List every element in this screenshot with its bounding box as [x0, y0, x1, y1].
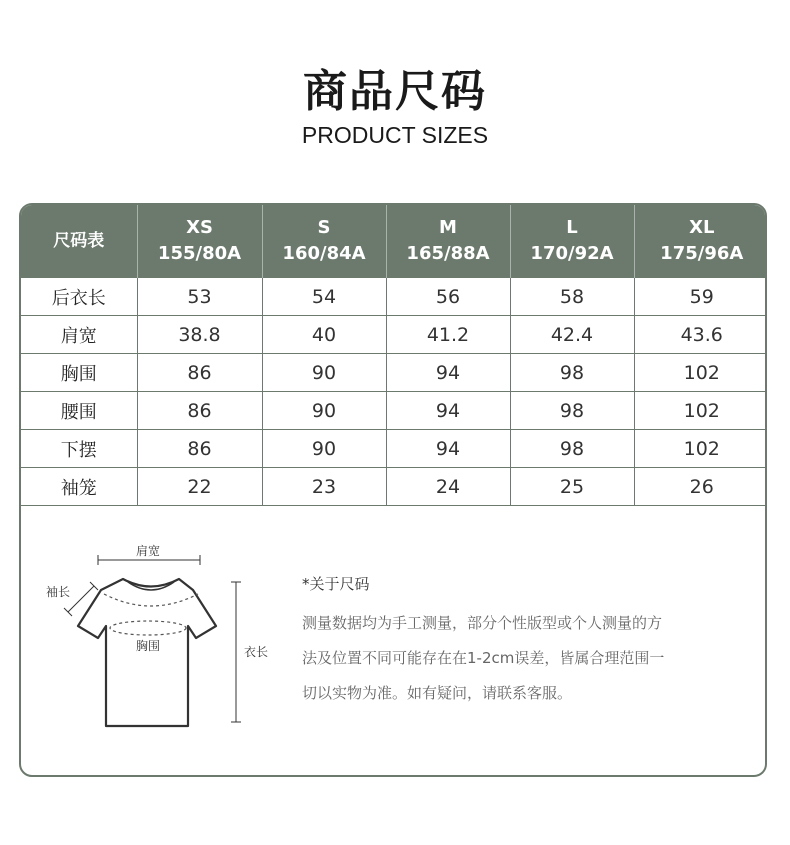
shoulder-label: 肩宽	[136, 544, 161, 558]
page-subtitle: PRODUCT SIZES	[301, 122, 489, 148]
table-cell: 94	[386, 430, 510, 468]
table-cell: 94	[386, 392, 510, 430]
table-cell: 58	[510, 278, 634, 316]
column-header-xs	[137, 205, 262, 278]
size-spec: 175/96A	[660, 243, 744, 264]
sleeve-label: 袖长	[46, 585, 71, 599]
column-header-xl	[634, 205, 767, 278]
note-body	[302, 606, 742, 711]
table-cell: 26	[634, 468, 767, 506]
note-line: 法及位置不同可能存在在1-2cm误差，皆属合理范围一	[302, 649, 665, 667]
table-cell: 102	[634, 354, 767, 392]
table-row	[21, 278, 767, 316]
row-label: 后衣长	[21, 278, 137, 316]
size-table	[21, 205, 767, 506]
table-cell: 23	[262, 468, 386, 506]
size-name: S	[317, 217, 331, 238]
table-header-row	[21, 205, 767, 278]
size-name: L	[566, 217, 578, 238]
table-row	[21, 392, 767, 430]
table-row	[21, 468, 767, 506]
table-cell: 22	[137, 468, 262, 506]
row-label: 下摆	[21, 430, 137, 468]
note-line: 测量数据均为手工测量，部分个性版型或个人测量的方	[302, 614, 663, 632]
column-header-s	[262, 205, 386, 278]
size-spec: 155/80A	[157, 243, 242, 264]
column-header-m	[386, 205, 510, 278]
length-label: 衣长	[244, 645, 269, 659]
size-spec: 170/92A	[530, 243, 614, 264]
table-cell: 98	[510, 392, 634, 430]
table-cell: 42.4	[510, 316, 634, 354]
table-cell: 86	[137, 430, 262, 468]
note-line: 切以实物为准。如有疑问，请联系客服。	[302, 684, 573, 702]
size-name: XS	[186, 217, 213, 238]
size-spec: 165/88A	[406, 243, 490, 264]
row-label: 肩宽	[21, 316, 137, 354]
row-label: 腰围	[21, 392, 137, 430]
table-cell: 40	[262, 316, 386, 354]
table-cell: 90	[262, 392, 386, 430]
length-arrow	[231, 582, 241, 722]
chest-label: 胸围	[136, 639, 161, 653]
table-row	[21, 430, 767, 468]
table-cell: 24	[386, 468, 510, 506]
size-name: XL	[689, 217, 715, 238]
table-cell: 102	[634, 430, 767, 468]
row-label: 胸围	[21, 354, 137, 392]
size-name: M	[439, 217, 457, 238]
size-spec: 160/84A	[282, 243, 366, 264]
tshirt-measurement-diagram	[38, 538, 288, 738]
table-row	[21, 354, 767, 392]
table-cell: 86	[137, 392, 262, 430]
table-cell: 56	[386, 278, 510, 316]
table-corner-label: 尺码表	[21, 205, 137, 278]
row-label: 袖笼	[21, 468, 137, 506]
table-cell: 59	[634, 278, 767, 316]
table-cell: 90	[262, 430, 386, 468]
column-header-l	[510, 205, 634, 278]
table-cell: 38.8	[137, 316, 262, 354]
table-cell: 43.6	[634, 316, 767, 354]
table-cell: 53	[137, 278, 262, 316]
page-title: 商品尺码	[303, 66, 487, 117]
table-cell: 98	[510, 354, 634, 392]
table-cell: 94	[386, 354, 510, 392]
table-cell: 86	[137, 354, 262, 392]
table-cell: 41.2	[386, 316, 510, 354]
table-cell: 54	[262, 278, 386, 316]
table-cell: 25	[510, 468, 634, 506]
table-row	[21, 316, 767, 354]
table-cell: 90	[262, 354, 386, 392]
table-cell: 102	[634, 392, 767, 430]
note-title: *关于尺码	[302, 575, 370, 593]
table-cell: 98	[510, 430, 634, 468]
